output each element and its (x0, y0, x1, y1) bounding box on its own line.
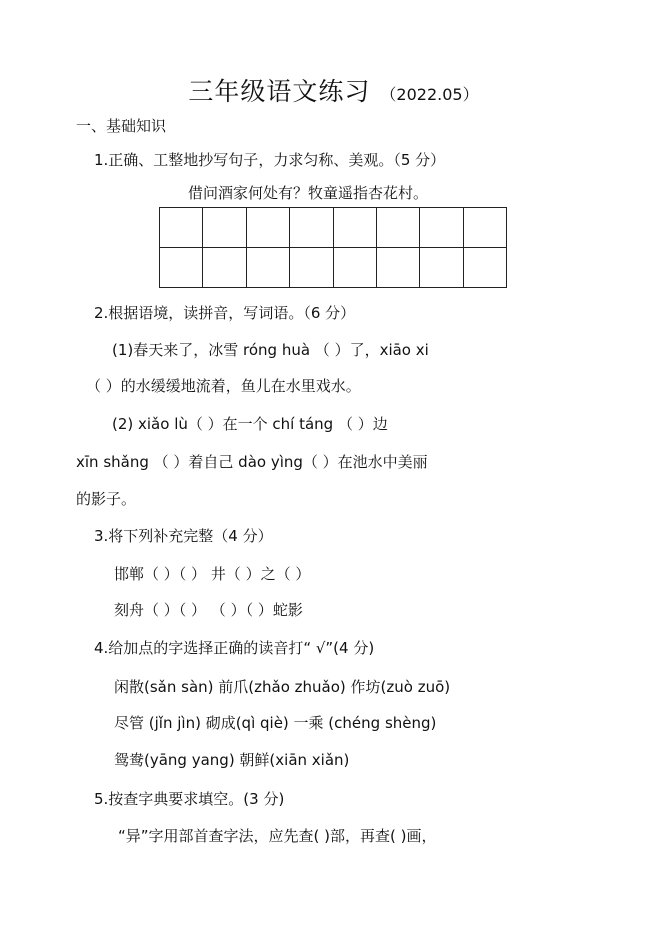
q5-heading: 5.按查字典要求填空。(3 分) (94, 790, 285, 808)
grid-cell[interactable] (333, 208, 376, 248)
grid-cell[interactable] (246, 208, 289, 248)
grid-row (160, 208, 507, 248)
q1-heading: 1.正确、工整地抄写句子，力求匀称、美观。（5 分） (94, 151, 446, 169)
grid-cell[interactable] (463, 208, 506, 248)
grid-cell[interactable] (420, 208, 463, 248)
worksheet-title (0, 72, 667, 108)
q4-line-3: 鸳鸯(yāng yang) 朝鲜(xiān xiǎn) (114, 751, 350, 769)
q3-line-1: 邯郸（ ）（ ） 井（ ）之（ ） (114, 565, 311, 583)
q3-line-2: 刻舟（ ）（ ） （ ）（ ）蛇影 (114, 601, 303, 619)
q3-heading: 3.将下列补充完整（4 分） (94, 527, 273, 545)
grid-cell[interactable] (463, 248, 506, 288)
q4-heading: 4.给加点的字选择正确的读音打“ √”(4 分) (94, 639, 375, 657)
section-heading: 一、基础知识 (76, 117, 167, 135)
q4-line-2: 尽管 (jǐn jìn) 砌成(qì qiè) 一乘 (chéng shèng) (114, 714, 437, 732)
q1-sentence: 借问酒家何处有？牧童遥指杏花村。 (188, 184, 429, 202)
q4-line-1: 闲散(sǎn sàn) 前爪(zhǎo zhuǎo) 作坊(zuò zuō) (114, 678, 451, 696)
title-date: （2022.05） (380, 85, 479, 104)
grid-cell[interactable] (290, 208, 333, 248)
q2-line-1: (1)春天来了，冰雪 róng huà （ ）了，xiāo xi (112, 341, 429, 359)
grid-cell[interactable] (376, 248, 419, 288)
q2-line-4: xīn shǎng （ ）着自己 dào yìng（ ）在池水中美丽 (76, 453, 428, 471)
grid-cell[interactable] (290, 248, 333, 288)
grid-cell[interactable] (160, 208, 203, 248)
q2-line-3: (2) xiǎo lù（ ）在一个 chí táng （ ）边 (112, 415, 388, 433)
grid-cell[interactable] (246, 248, 289, 288)
grid-cell[interactable] (203, 208, 246, 248)
writing-grid (159, 207, 507, 288)
grid-cell[interactable] (160, 248, 203, 288)
q5-line-1: “异”字用部首查字法，应先查( )部，再查( )画， (118, 827, 437, 845)
grid-cell[interactable] (420, 248, 463, 288)
q2-line-5: 的影子。 (76, 490, 137, 508)
grid-cell[interactable] (376, 208, 419, 248)
q2-heading: 2.根据语境，读拼音，写词语。（6 分） (94, 304, 356, 322)
grid-cell[interactable] (333, 248, 376, 288)
title-main: 三年级语文练习 (188, 77, 371, 106)
q2-line-2: （ ）的水缓缓地流着，鱼儿在水里戏水。 (86, 377, 361, 395)
grid-row (160, 248, 507, 288)
grid-cell[interactable] (203, 248, 246, 288)
